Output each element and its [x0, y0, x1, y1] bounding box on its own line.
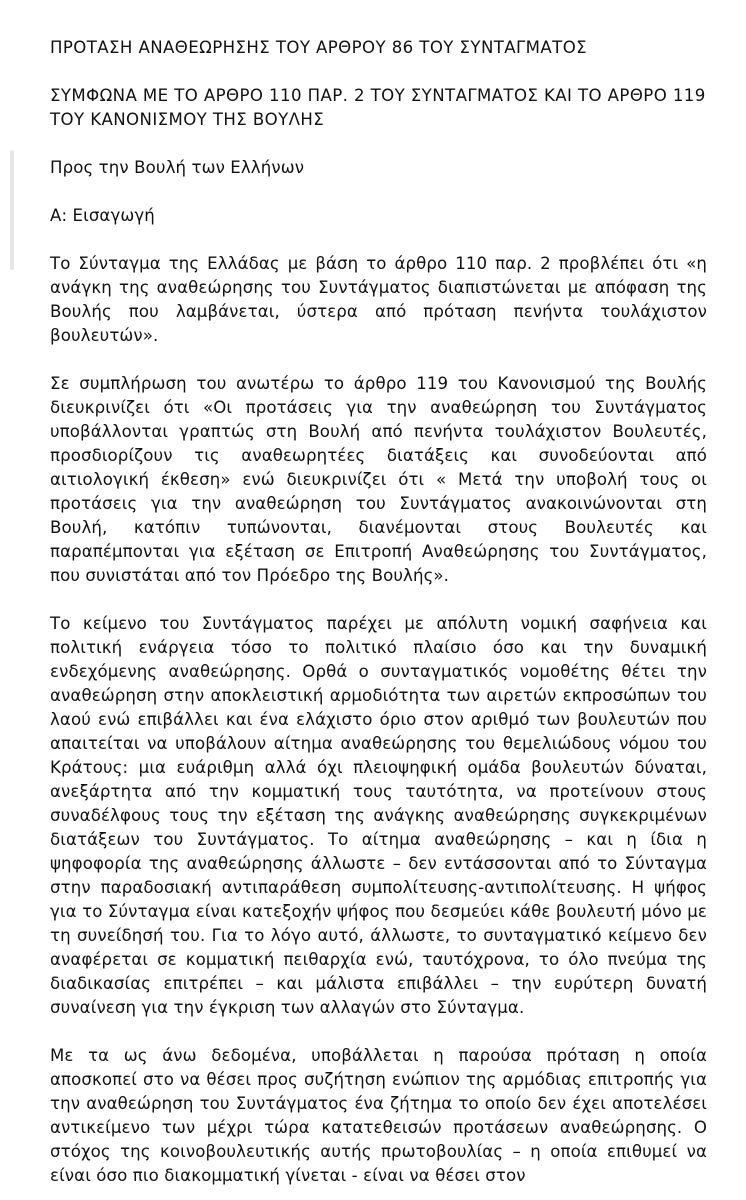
paragraph: Το Σύνταγμα της Ελλάδας με βάση το άρθρο 110 παρ. 2 προβλέπει ότι «η ανάγκη της αναθεώρησης του Συντάγματος διαπιστώνεται με απόφαση της Βουλής που λαμβάνεται, ύστερα από πρόταση πενήντα τουλάχιστον βουλευτών».: [50, 254, 707, 345]
paragraph: Το κείμενο του Συντάγματος παρέχει με απόλυτη νομική σαφήνεια και πολιτική ενάργεια τόσο το πολιτικό πλαίσιο όσο και την δυναμική ενδεχόμενης αναθεώρησης. Ορθά ο συνταγματικός νομοθέτης θέτει την αναθεώρηση στην αποκλειστική αρμοδιότητα των αιρετών εκπροσώπων του λαού ενώ επιβάλλει και ένα ελάχιστο όριο στον αριθμό των βουλευτών που απαιτείται να υποβάλουν αίτημα αναθεώρησης του θεμελιώδους νόμου του Κράτους: μια ευάριθμη αλλά όχι πλειοψηφική ομάδα βουλευτών δύναται, ανεξάρτητα από την κομματική τους ταυτότητα, να προτείνουν στους συναδέλφους τους την εξέταση της ανάγκης αναθεώρησης συγκεκριμένων διατάξεων του Συντάγματος. Το αίτημα αναθεώρησης – και η ίδια η ψηφοφορία της αναθεώρησης άλλωστε – δεν εντάσσονται από το Σύνταγμα στην παραδοσιακή αντιπαράθεση συμπολίτευσης-αντιπολίτευσης. Η ψήφος για το Σύνταγμα είναι κατεξοχήν ψήφος που δεσμεύει κάθε βουλευτή μόνο με τη συνείδησή του. Για το λόγο αυτό, άλλωστε, το συνταγματικό κείμενο δεν αναφέρεται σε κομματική πειθαρχία ενώ, ταυτόχρονα, το όλο πνεύμα της διαδικασίας επιτρέπει – και μάλιστα επιβάλλει – την ευρύτερη δυνατή συναίνεση για την έγκριση των αλλαγών στο Σύνταγμα.: [50, 614, 707, 1017]
document-subtitle: ΣΥΜΦΩΝΑ ΜΕ ΤΟ ΑΡΘΡΟ 110 ΠΑΡ. 2 ΤΟΥ ΣΥΝΤΑΓΜΑΤΟΣ ΚΑΙ ΤΟ ΑΡΘΡΟ 119 ΤΟΥ ΚΑΝΟΝΙΣΜΟΥ ΤΗΣ ΒΟΥΛΗΣ: [50, 86, 706, 129]
section-title: Α: Εισαγωγή: [50, 206, 155, 225]
document-page: [50, 36, 707, 1188]
scroll-indicator[interactable]: [10, 150, 14, 270]
paragraph: Με τα ως άνω δεδομένα, υποβάλλεται η παρούσα πρόταση η οποία αποσκοπεί στο να θέσει προς συζήτηση ενώπιον της αρμόδιας επιτροπής για την αναθεώρηση του Συντάγματος ένα ζήτημα το οποίο δεν έχει αποτελέσει αντικείμενο των μέχρι τώρα κατατεθεισών προτάσεων αναθεώρησης. Ο στόχος της κοινοβουλευτικής αυτής πρωτοβουλίας – η οποία επιθυμεί να είναι όσο πιο διακομματική γίνεται - είναι να θέσει στον: [50, 1046, 707, 1185]
document-title: ΠΡΟΤΑΣΗ ΑΝΑΘΕΩΡΗΣΗΣ ΤΟΥ ΑΡΘΡΟΥ 86 ΤΟΥ ΣΥΝΤΑΓΜΑΤΟΣ: [50, 38, 588, 57]
paragraph: Σε συμπλήρωση του ανωτέρω το άρθρο 119 του Κανονισμού της Βουλής διευκρινίζει ότι «Οι προτάσεις για την αναθεώρηση του Συντάγματος υποβάλλονται γραπτώς στη Βουλή από πενήντα τουλάχιστον Βουλευτές, προσδιορίζουν τις αναθεωρητέες διατάξεις και συνοδεύονται από αιτιολογική έκθεση» ενώ διευκρινίζει ότι « Μετά την υποβολή τους οι προτάσεις για την αναθεώρηση του Συντάγματος ανακοινώνονται στη Βουλή, κατόπιν τυπώνονται, διανέμονται στους Βουλευτές και παραπέμπονται για εξέταση σε Επιτροπή Αναθεώρησης του Συντάγματος, που συνιστάται από τον Πρόεδρο της Βουλής».: [50, 374, 707, 585]
salutation: Προς την Βουλή των Ελλήνων: [50, 158, 305, 177]
